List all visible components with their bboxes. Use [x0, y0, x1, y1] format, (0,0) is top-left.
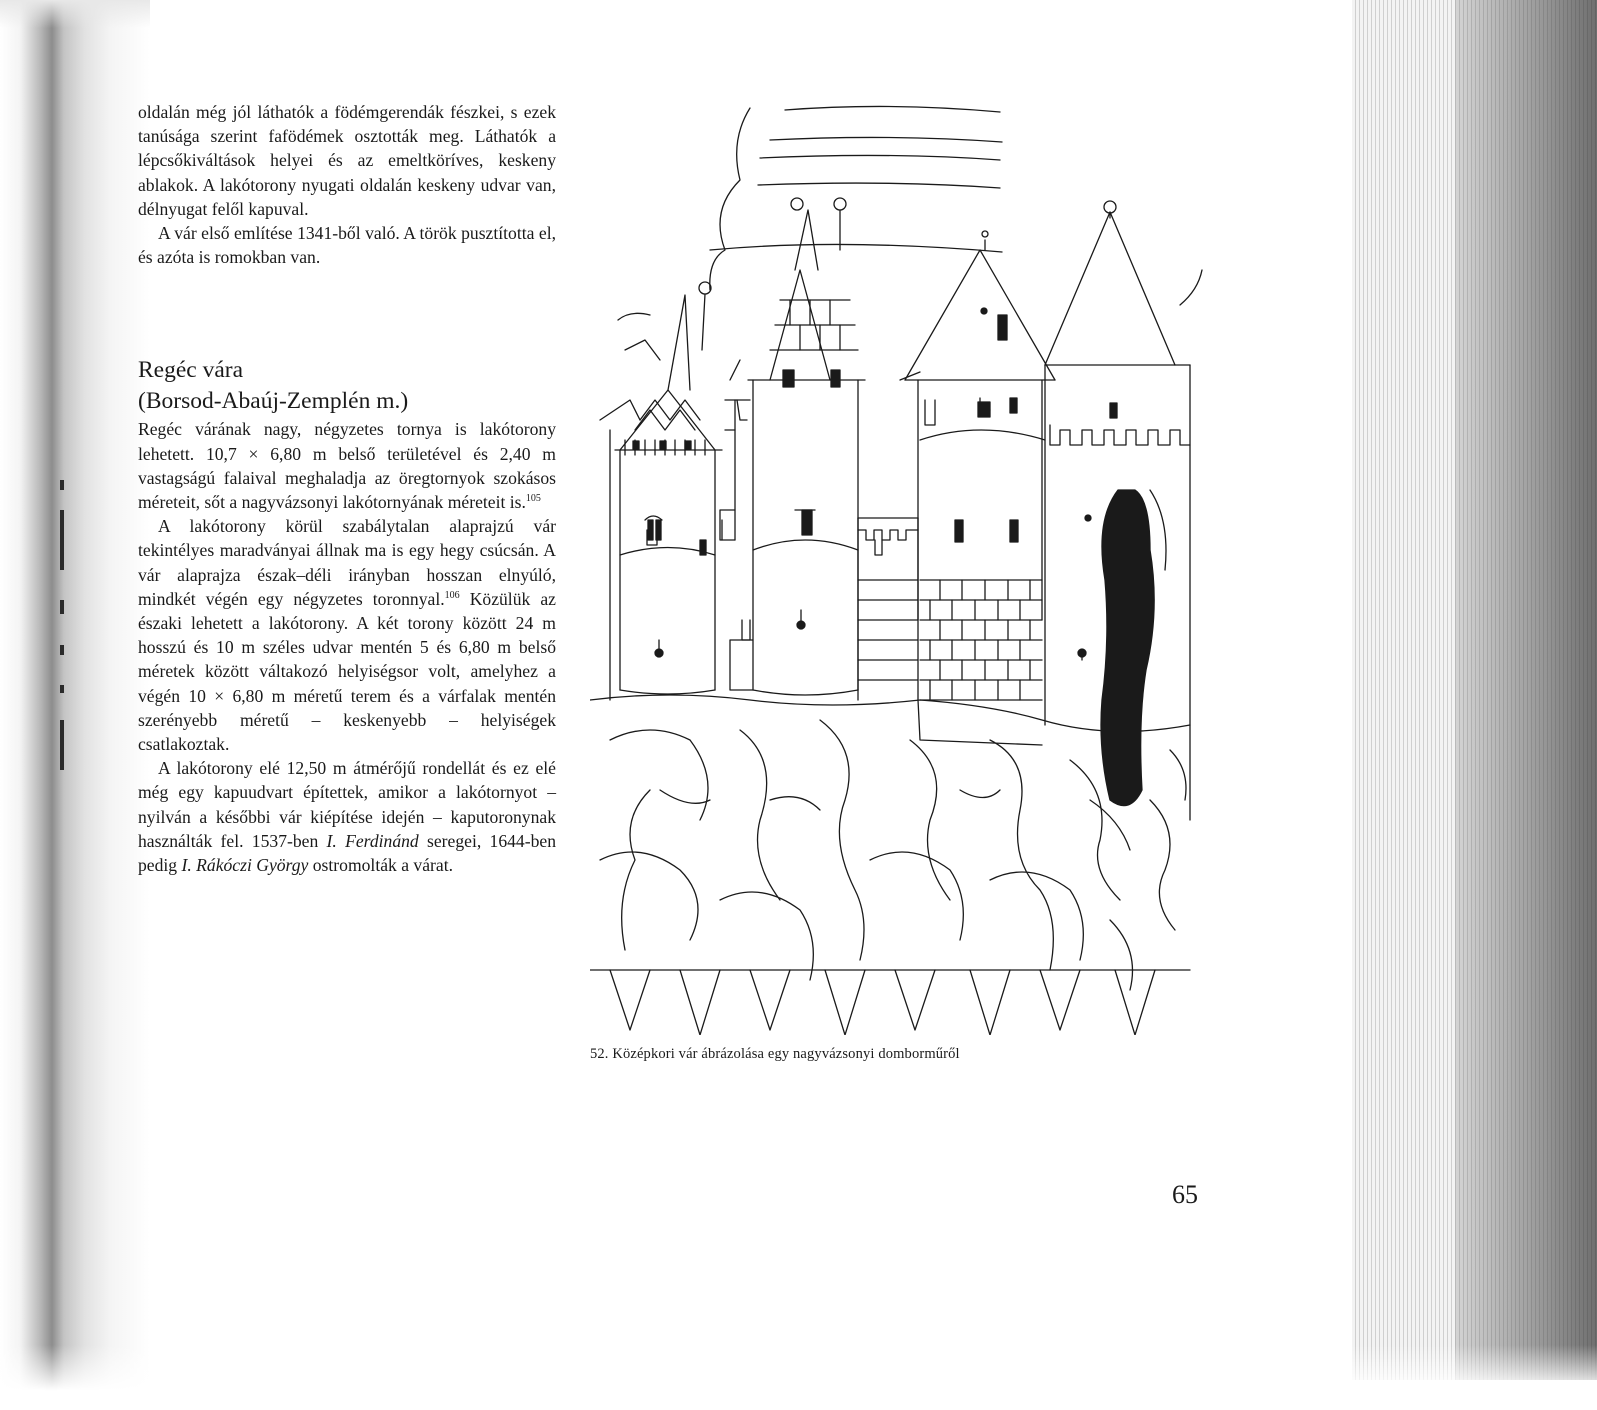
paragraph-text: seregei, 1644-ben pedig [138, 830, 556, 876]
left-conical-tower [615, 282, 722, 694]
paragraph [138, 514, 556, 756]
figure-caption: 52. Középkori vár ábrázolása egy nagyvázsonyi domborműről [590, 1046, 960, 1062]
rocky-hill [590, 695, 1190, 1035]
footnote-ref: 106 [444, 589, 460, 601]
page-bottom-edge [0, 1345, 1597, 1410]
right-tall-tower [1045, 201, 1190, 820]
corner-turret [720, 360, 753, 690]
book-gutter-shadow [0, 0, 150, 1410]
paragraph: oldalán még jól láthatók a födémgerendák fészkei, s ezek tanúsága szerint fafödémek osztották meg. Láthatók a lépcsőkiváltások helyei és az emeltköríves, keskeny ablakok. A lakótorony nyugati oldalán keskeny udvar van, délnyugat felől kapuval. [138, 102, 556, 219]
text-column [138, 100, 556, 877]
sky-lines [618, 106, 1202, 320]
section-title-county: (Borsod-Abaúj-Zemplén m.) [138, 388, 409, 415]
paragraph: A vár első említése 1341-ből való. A török pusztította el, és azóta is romokban van. [138, 223, 556, 268]
castle-illustration [590, 100, 1218, 1035]
section-title-name: Regéc vára [138, 357, 244, 384]
paragraph-text: Közülük az északi lehetett a lakótorony. A két torony között 24 m hosszú és 10 m széles udvar mentén 5 és 6,80 m belső méretek között váltakozó helyiségsor volt, amelyhez a végén 10 × 6,80 m méretű terem és a várfalak mentén szerényebb méretű – keskenyebb – helyiségek csatlakoztak. [138, 588, 556, 755]
paragraph-text: ostromolták a várat. [308, 855, 453, 876]
person-name: I. Ferdinánd [326, 830, 419, 851]
central-keep [900, 231, 1055, 745]
section-title [138, 355, 556, 417]
page-number: 65 [1172, 1180, 1198, 1209]
paragraph-text: Regéc várának nagy, négyzetes tornya is lakótorony lehetett. 10,7 × 6,80 m belső területével és 2,40 m vastagságú falaival meghaladja az öregtornyok szokásos méreteit, sőt a nagyvázsonyi lakótornyának méreteit is. [138, 419, 556, 513]
middle-spire-tower [748, 198, 865, 695]
gutter-marks [60, 480, 68, 780]
page-stack-shadow [1455, 0, 1597, 1380]
wall-section [858, 518, 918, 700]
paragraph-text: A lakótorony elé 12,50 m átmérőjű rondellát és ez elé még egy kapuudvart építettek, amikor a lakótornyot – nyilván a későbbi vár kiépítése idején – kaputoronynak használták fel. 1537-ben [138, 758, 556, 851]
paragraph [138, 756, 556, 877]
gutter-top-edge [0, 0, 150, 28]
person-name: I. Rákóczi György [181, 855, 309, 876]
paragraph-text: A lakótorony körül szabálytalan alaprajzú vár tekintélyes maradványai állnak ma is egy hegy csúcsán. A vár alaprajza észak–déli irányban hosszan elnyúló, mindkét végén egy négyzetes toronnyal. [138, 516, 556, 609]
footnote-ref: 105 [525, 493, 541, 505]
paragraph [138, 417, 556, 514]
